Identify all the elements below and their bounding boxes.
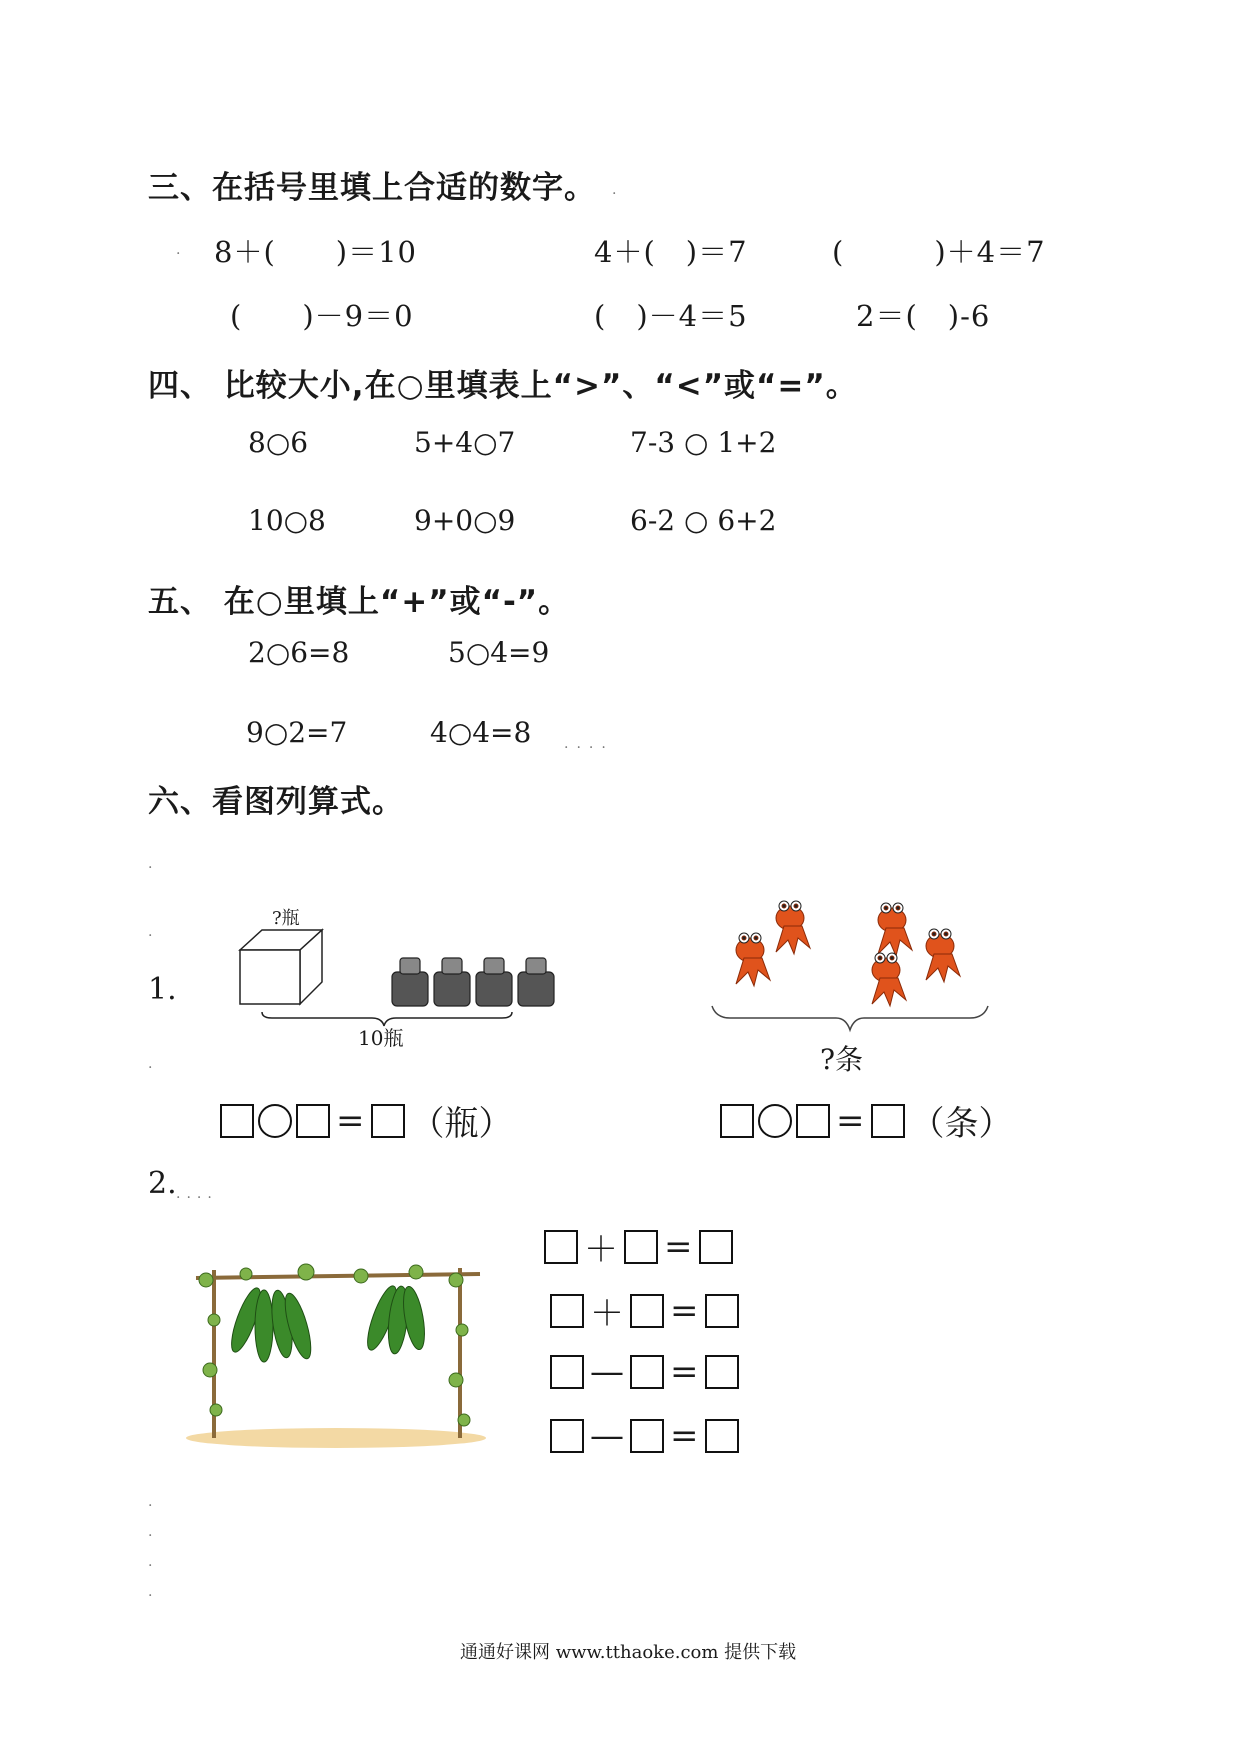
answer-box[interactable] [796, 1104, 830, 1138]
equals-sign: = [670, 1290, 699, 1331]
answer-box[interactable] [705, 1294, 739, 1328]
s5-eq-3: 9○2=7 [246, 716, 348, 749]
cucumber-trellis-figure [186, 1260, 496, 1450]
dot-mark: . [148, 1584, 153, 1600]
s3-eq-1: 8＋( )＝10 [214, 235, 417, 269]
dot-mark: . [148, 856, 153, 872]
s5-eq-4: 4○4=8 [430, 716, 532, 749]
minus-sign: — [590, 1352, 624, 1392]
dot-mark: . [148, 1494, 153, 1510]
s3-eq-5: ( )－4＝5 [594, 299, 748, 333]
answer-box[interactable] [630, 1355, 664, 1389]
plus-sign: ＋ [590, 1294, 624, 1334]
answer-box[interactable] [550, 1419, 584, 1453]
answer-box[interactable] [550, 1294, 584, 1328]
answer-box[interactable] [220, 1104, 254, 1138]
answer-box[interactable] [630, 1419, 664, 1453]
s4-eq-5: 9+0○9 [414, 504, 516, 537]
s3-eq-4: ( )－9＝0 [230, 299, 414, 333]
s3-eq-3: ( )＋4＝7 [832, 235, 1046, 269]
q1-label: 1. [148, 972, 177, 1007]
q2-formula-3 [550, 1352, 739, 1392]
equals-sign: = [336, 1100, 365, 1141]
formula-bottle [220, 1096, 515, 1145]
dot-mark: . [148, 1554, 153, 1570]
dot-mark: . [148, 924, 153, 940]
s4-eq-1: 8○6 [248, 426, 309, 459]
minus-sign: — [590, 1416, 624, 1456]
s4-eq-3: 7-3 ○ 1+2 [630, 426, 777, 459]
s4-eq-4: 10○8 [248, 504, 326, 537]
s4-eq-6: 6-2 ○ 6+2 [630, 504, 777, 537]
equals-sign: = [670, 1352, 699, 1392]
s5-eq-2: 5○4=9 [448, 636, 550, 669]
fish-brace [710, 1004, 990, 1034]
answer-box[interactable] [624, 1230, 658, 1264]
answer-box[interactable] [720, 1104, 754, 1138]
operator-circle[interactable] [258, 1104, 292, 1138]
answer-box[interactable] [705, 1355, 739, 1389]
dot-mark: .... [176, 1186, 218, 1202]
section5-heading: 五、 在○里填上“+”或“-”。 [148, 584, 571, 620]
s3-eq-2: 4＋( )＝7 [594, 235, 748, 269]
q2-formula-1 [544, 1222, 733, 1271]
bottle-total-label: 10瓶 [358, 1026, 404, 1050]
q2-label: 2. [148, 1166, 177, 1201]
q2-formula-4 [550, 1416, 739, 1456]
operator-circle[interactable] [758, 1104, 792, 1138]
plus-sign: ＋ [584, 1230, 618, 1270]
answer-box[interactable] [296, 1104, 330, 1138]
answer-box[interactable] [699, 1230, 733, 1264]
equals-sign: = [836, 1100, 865, 1141]
section6-heading: 六、看图列算式。 [148, 784, 404, 820]
s3-eq-6: 2＝( )-6 [856, 299, 991, 333]
equals-sign: = [664, 1226, 693, 1267]
unit-fish: （条） [910, 1104, 1013, 1144]
answer-box[interactable] [630, 1294, 664, 1328]
q2-formula-2 [550, 1286, 739, 1335]
footer-text: 通通好课网 www.tthaoke.com 提供下载 [460, 1642, 797, 1663]
dot-mark: . [176, 242, 181, 258]
fish-figure [700, 880, 1000, 1020]
answer-box[interactable] [371, 1104, 405, 1138]
dot-mark: . [612, 182, 617, 198]
fish-question-label: ?条 [820, 1043, 864, 1076]
answer-box[interactable] [871, 1104, 905, 1138]
equals-sign: = [670, 1416, 699, 1456]
dot-mark: . [148, 1524, 153, 1540]
answer-box[interactable] [705, 1419, 739, 1453]
section4-heading: 四、 比较大小,在○里填表上“>”、“<”或“=”。 [148, 368, 858, 404]
bottle-question-label: ?瓶 [272, 908, 300, 929]
answer-box[interactable] [550, 1355, 584, 1389]
s5-eq-1: 2○6=8 [248, 636, 350, 669]
section3-heading: 三、在括号里填上合适的数字。 [148, 170, 596, 206]
unit-bottle: （瓶） [410, 1104, 513, 1144]
dot-mark: .... [564, 736, 614, 752]
formula-fish [720, 1096, 1015, 1145]
dot-mark: . [148, 1056, 153, 1072]
s4-eq-2: 5+4○7 [414, 426, 516, 459]
answer-box[interactable] [544, 1230, 578, 1264]
